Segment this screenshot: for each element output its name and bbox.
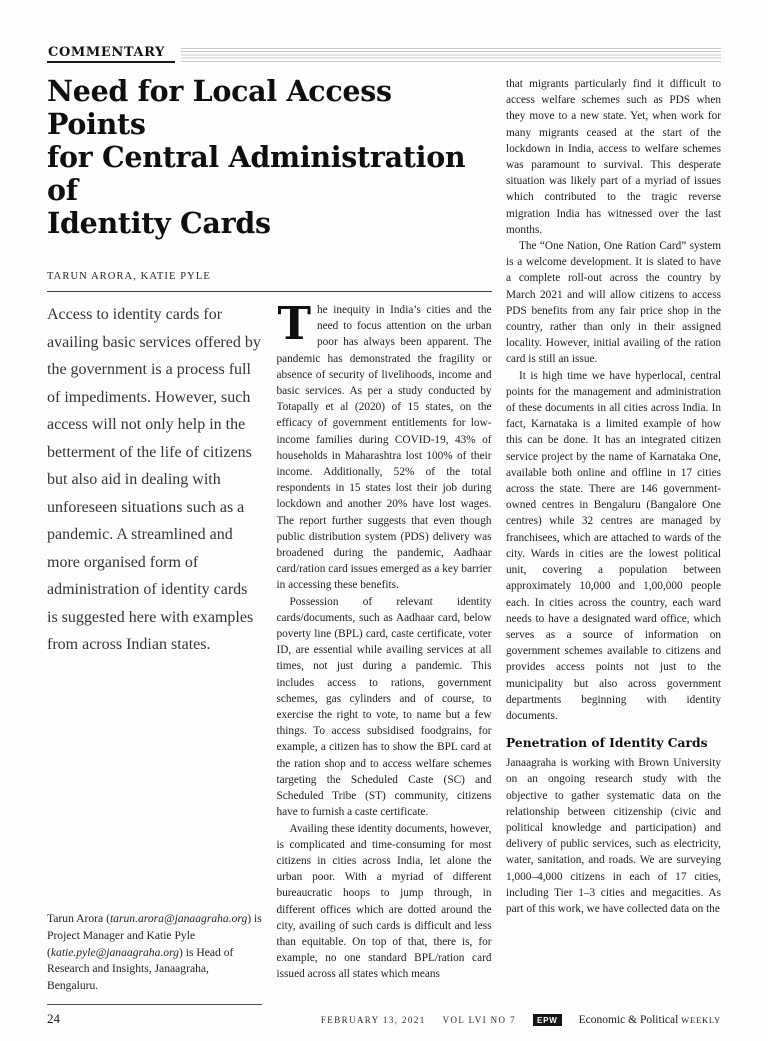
paragraph: Availing these identity documents, however, is complicated and time-consuming for most citizens in cities across India, let alone the urban poor. With a myriad of different bureaucratic hoops to jump through, in different offices which are dotted around the city, availing of such cards is difficult and less than equitable. On top of that, there is, for example, no one standard BPL/ration card issued across all states which means [276, 822, 492, 981]
author-note-text: Tarun Arora ( [47, 912, 110, 926]
section-header [47, 46, 721, 63]
section-decorative-lines [181, 48, 721, 62]
footer-date: FEBRUARY 13, 2021 [320, 1015, 426, 1025]
paragraph: It is high time we have hyperlocal, central points for the management and administration of these documents in all cities across India. In fact, Karnataka is a limited example of how this can be done. It has an integrated citizen service project by the name of Karnataka One, available both online and offline in 17 cities across the state. There are 146 government-owned centres in Bengaluru (Bangalore One centres) while 32 centres are managed by franchisees, which are attached to wards of the city. Wards in cities are the lowest political unit, covering a population between approximately 10,000 and 1,00,000 people each. In cities across the country, each ward needs to have a designated ward office, which serves as a source of information on government schemes available to citizens and provides access points not just to the municipality but also across government departments beginning with identity documents. [506, 369, 721, 722]
epw-logo: EPW [533, 1014, 562, 1026]
journal-name [579, 1014, 721, 1026]
title-line-3: Identity Cards [47, 206, 271, 240]
title-line-1: Need for Local Access Points [47, 74, 392, 141]
journal-name-main: Economic & Political [578, 1014, 682, 1026]
author-note-text: ) is Project Manager and Katie Pyle ( [47, 912, 262, 959]
author-email-1: tarun.arora@janaagraha.org [109, 912, 248, 926]
paragraph [276, 297, 492, 594]
content-area [47, 72, 721, 1005]
title-block [47, 72, 492, 292]
right-column [506, 72, 721, 1005]
section-label: COMMENTARY [47, 45, 175, 63]
paragraph: Possession of relevant identity cards/documents, such as Aadhaar card, below poverty line (BPL) card, caste certificate, voter ID, are essential while availing services at all times, not just during a pandemic. This includes access to rations, government schemes, gas cylinders and of course, to exercise the right to vote, to name but a few things. To access subsidised foodgrains, for example, a citizen has to show the BPL card at the ration shop and to access welfare schemes targeting the Scheduled Caste (SC) and Scheduled Tribe (ST) community, citizens have to furnish a caste certificate. [276, 595, 492, 819]
drop-cap: T [277, 297, 311, 350]
page-footer [47, 1005, 721, 1029]
footer-volume: VOL LVI NO 7 [442, 1015, 517, 1025]
section-subheading: Penetration of Identity Cards [506, 735, 708, 751]
left-column [47, 292, 262, 1005]
middle-column [277, 292, 492, 1005]
author-email-2: katie.pyle@janaagraha.org [50, 945, 179, 959]
title-line-2: for Central Administration of [47, 140, 466, 207]
paragraph: that migrants particularly find it difficult to access welfare schemes such as PDS when they move to a new state. Yet, when work for many migrants ceased at the start of the lockdown in India, access to welfare schemes was paramount to survival. This desperate situation was likely part of a myriad of issues which contributed to the tragic reverse migration India has witnessed over the last months. [506, 78, 721, 236]
article-title [47, 75, 492, 240]
journal-name-weekly: WEEKLY [681, 1015, 721, 1025]
author-note [47, 911, 262, 1005]
author-byline: TARUN ARORA, KATIE PYLE [47, 271, 211, 282]
paragraph: The “One Nation, One Ration Card” system is a welcome development. It is slated to have a complete roll-out across the country by March 2021 and will allow citizens to access PDS benefits from any fair price shop in the country, rather than only in their assigned locality. However, initial availing of the ration card is still an issue. [506, 240, 721, 366]
page-number: 24 [47, 1011, 60, 1026]
footer-imprint [321, 1014, 721, 1026]
author-note-text: ) is Head of Research and Insights, Janaagraha, Bengaluru. [47, 945, 234, 993]
abstract: Access to identity cards for availing basic services offered by the government is a process full of impediments. However, such access will not only help in the betterment of the life of citizens but also aid in dealing with unforeseen situations such as a pandemic. A streamlined and more organised form of administration of identity cards is suggested here with examples from across Indian states. [47, 306, 261, 653]
paragraph: Janaagraha is working with Brown University on an ongoing research study with the objective to gather systematic data on the relationship between citizenship (civic and political knowledge and participation) and delivery of public services, such as electricity, water, sanitation, and roads. We are surveying 1,000–4,000 citizens in each of 17 cities, including Tier 1–3 cities and megacities. As part of this work, we have collected data on the [506, 757, 721, 915]
paragraph-text: he inequity in India’s cities and the need to focus attention on the urban poor has always been apparent. The pandemic has demonstrated the fragility or absence of security of livelihoods, income and basic services. As per a study conducted by Totapally et al (2020) of 15 states, on the efficacy of government entitlements for low-income families during COVID-19, 43% of households in Maharashtra lost 100% of their income. Additionally, 52% of the total respondents in 15 states lost their job during lockdown and another 20% have lost wages. The report further suggests that even though public distribution system (PDS) delivery was broadened during the pandemic, Aadhaar card/ration card issues emerged as a key barrier in accessing these benefits. [276, 304, 492, 592]
